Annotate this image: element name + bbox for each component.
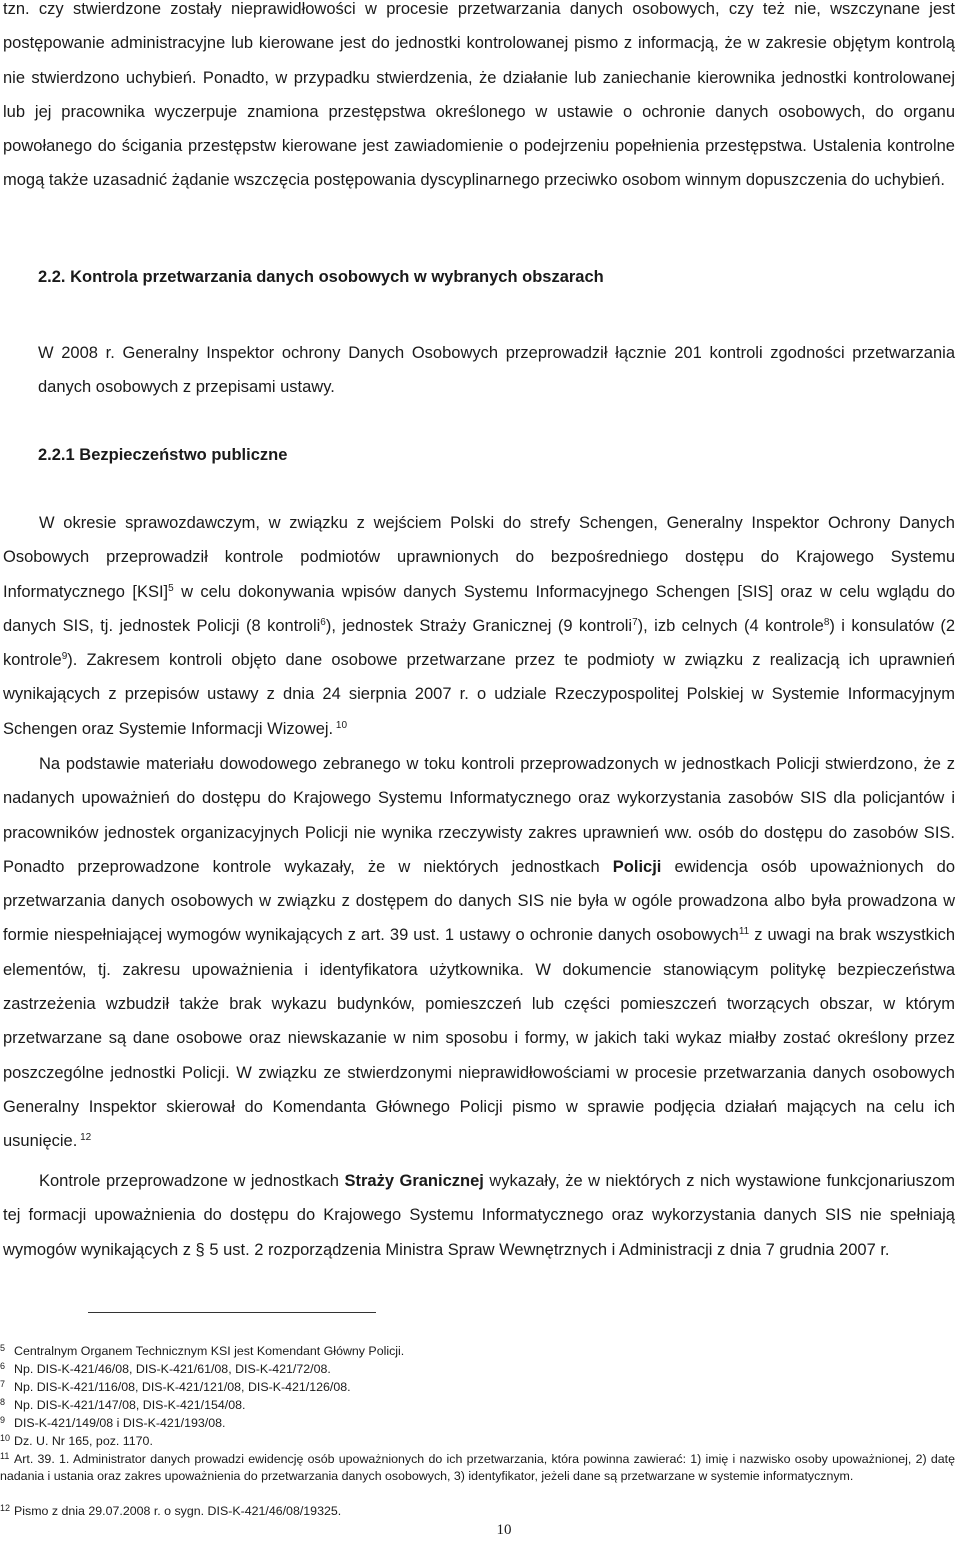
- footnote-ref-9[interactable]: 9: [61, 651, 68, 663]
- paragraph-border-guard-findings: Kontrole przeprowadzone w jednostkach Straży Granicznej wykazały, że w niektórych z nich wystawione funkcjonariuszom tej formacji upoważnienia do dostępu do Krajowego Systemu Informatycznego oraz wykorzystania danych SIS nie spełniają wymogów wynikających z § 5 ust. 2 rozporządzenia Ministra Spraw Wewnętrznych i Administracji z dnia 7 grudnia 2007 r.: [3, 1172, 955, 1259]
- footnote-ref-11[interactable]: 11: [738, 926, 750, 938]
- footnote-9: 9 DIS-K-421/149/08 i DIS-K-421/193/08.: [0, 1415, 226, 1430]
- footnote-ref-8[interactable]: 8: [823, 616, 830, 628]
- footnote-7: 7 Np. DIS-K-421/116/08, DIS-K-421/121/08, DIS-K-421/126/08.: [0, 1379, 351, 1394]
- footnote-6: 6 Np. DIS-K-421/46/08, DIS-K-421/61/08, DIS-K-421/72/08.: [0, 1361, 331, 1376]
- section-heading-2-2: 2.2. Kontrola przetwarzania danych osobowych w wybranych obszarach: [38, 268, 604, 286]
- footnote-ref-5[interactable]: 5: [168, 582, 174, 594]
- footnote-ref-6[interactable]: 6: [320, 616, 326, 628]
- paragraph-police-findings: Na podstawie materiału dowodowego zebranego w toku kontroli przeprowadzonych w jednostkach Policji stwierdzono, że z nadanych upoważnień do dostępu do Krajowego Systemu Informatycznego oraz wykorzystania zasobów SIS dla policjantów i pracowników jednostek organizacyjnych Policji nie wynika rzeczywisty zakres uprawnień ww. osób do dostępu do zasobów SIS. Ponadto przeprowadzone kontrole wykazały, że w niektórych jednostkach Policji ewidencja osób upoważnionych do przetwarzania danych osobowych w związku z dostępem do danych SIS nie była w ogóle prowadzona albo była prowadzona w formie niespełniającej wymogów wynikających z art. 39 ust. 1 ustawy o ochronie danych osobowych$^{11}$ z uwagi na brak wszystkich elementów, tj. zakresu upoważnienia i identyfikatora użytkownika. W dokumencie stanowiącym politykę bezpieczeństwa zastrzeżenia wzbudził także brak wykazu budynków, pomieszczeń lub części pomieszczeń tworzących obszar, w którym przetwarzane są dane osobowe oraz niewskazanie w nim sposobu i formy, w jakich taki wykaz miałby zostać określony przez poszczególne jednostki Policji. W związku ze stwierdzonymi nieprawidłowościami w procesie przetwarzania danych osobowych Generalny Inspektor skierował do Komendanta Głównego Policji pismo w sprawie podjęcia działań mających na celu ich usunięcie. $^{12}$: [3, 755, 956, 1151]
- section-heading-2-2-1: 2.2.1 Bezpieczeństwo publiczne: [38, 446, 288, 464]
- paragraph-schengen-inspections: W okresie sprawozdawczym, w związku z wejściem Polski do strefy Schengen, Generalny Inspektor Ochrony Danych Osobowych przeprowadził kontrole podmiotów uprawnionych do bezpośredniego dostępu do Krajowego Systemu Informatycznego [KSI]$^5$ w celu dokonywania wpisów danych Systemu Informacyjnego Schengen [SIS] oraz w celu wglądu do danych SIS, tj. jednostek Policji (8 kontroli$^6$), jednostek Straży Granicznej (9 kontroli$^7$), izb celnych (4 kontrole$^8$) i konsulatów (2 kontrole$^9$). Zakresem kontroli objęto dane osobowe przetwarzane przez te podmioty w związku z realizacją ich uprawnień wynikających z przepisów ustawy z dnia 24 sierpnia 2007 r. o udziale Rzeczypospolitej Polskiej w Systemie Informacyjnym Schengen oraz Systemie Informacji Wizowej. $^{10}$: [3, 514, 956, 738]
- footnote-12: 12 Pismo z dnia 29.07.2008 r. o sygn. DIS-K-421/46/08/19325.: [0, 1503, 342, 1518]
- footnote-10: 10 Dz. U. Nr 165, poz. 1170.: [0, 1433, 153, 1448]
- footnote-separator: [88, 1312, 376, 1313]
- footnote-ref-12[interactable]: 12: [77, 1132, 92, 1144]
- footnote-ref-7[interactable]: 7: [632, 616, 638, 628]
- paragraph-inspections-count: W 2008 r. Generalny Inspektor ochrony Danych Osobowych przeprowadził łącznie 201 kontroli zgodności przetwarzania danych osobowych z przepisami ustawy.: [38, 344, 955, 397]
- footnote-ref-10[interactable]: 10: [333, 719, 348, 731]
- page-number: 10: [496, 1522, 512, 1538]
- footnote-5: 5 Centralnym Organem Technicznym KSI jest Komendant Główny Policji.: [0, 1343, 405, 1358]
- footnote-11: 11 Art. 39. 1. Administrator danych prowadzi ewidencję osób upoważnionych do ich przetwarzania, która powinna zawierać: 1) imię i nazwisko osoby upoważnionej, 2) datę nadania i ustania oraz zakres upoważnienia do przetwarzania danych osobowych, 3) identyfikator, jeżeli dane są przetwarzane w systemie informatycznym.: [0, 1451, 955, 1483]
- paragraph-control-outcomes: tzn. czy stwierdzone zostały nieprawidłowości w procesie przetwarzania danych osobowych, czy też nie, wszczynane jest postępowanie administracyjne lub kierowane jest do jednostki kontrolowanej pismo z informacją, że w zakresie objętym kontrolą nie stwierdzono uchybień. Ponadto, w przypadku stwierdzenia, że działanie lub zaniechanie kierownika jednostki kontrolowanej lub jej pracownika wyczerpuje znamiona przestępstwa określonego w ustawie o ochronie danych osobowych, do organu powołanego do ścigania przestępstw kierowane jest zawiadomienie o podejrzeniu popełnienia przestępstwa. Ustalenia kontrolne mogą także uzasadnić żądanie wszczęcia postępowania dyscyplinarnego przeciwko osobom winnym dopuszczenia do uchybień.: [3, 0, 955, 190]
- footnote-8: 8 Np. DIS-K-421/147/08, DIS-K-421/154/08.: [0, 1397, 246, 1412]
